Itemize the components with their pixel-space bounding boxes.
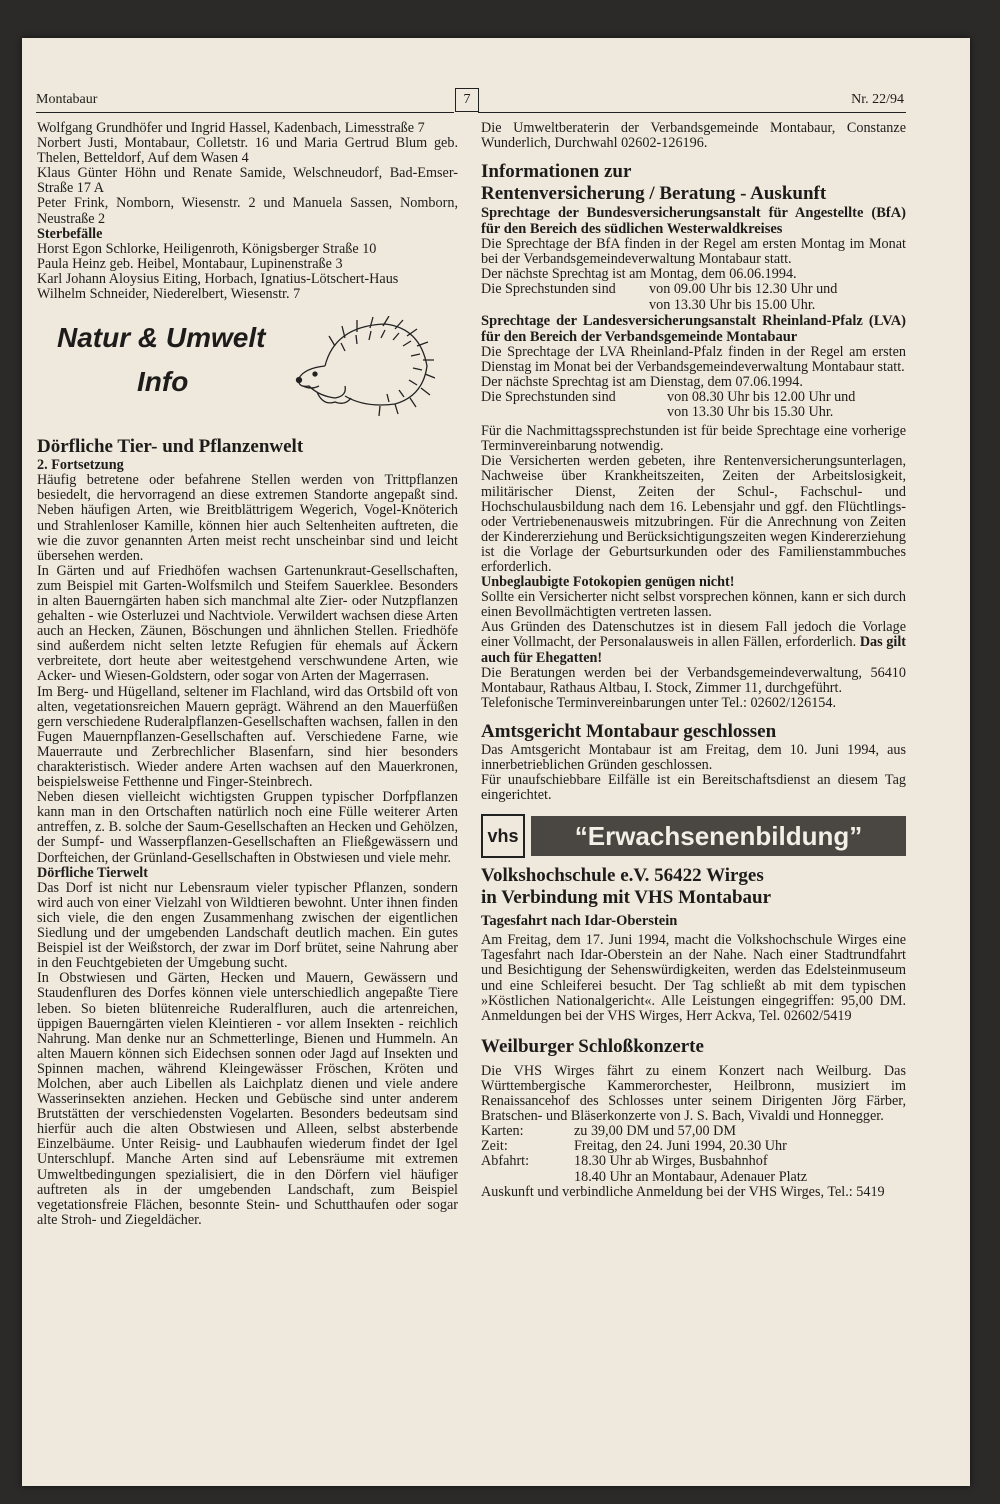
- karten-label: Karten:: [481, 1123, 524, 1140]
- umwelt-contact: Die Umweltberaterin der Verbandsgemeinde Montabaur, Constanze Wunderlich, Durchwahl 02602-126196.: [481, 120, 906, 152]
- article-paragraph: Häufig betretene oder befahrene Stellen werden von Trittpflanzen besiedelt, die hervorragend an diese extremen Standorte angepaßt sind. Neben häufigen Arten, wie Breitblättrigem Wegerich, Vogel-Knöterich und Strahlenloser Kamille, können hier auch Seltenheiten auftreten, die wie die zuvor genannten Arten meist recht unscheinbar sind und leicht übersehen werden.: [37, 472, 458, 564]
- info-warning: Unbeglaubigte Fotokopien genügen nicht!: [481, 574, 735, 591]
- weilburg-contact: Auskunft und verbindliche Anmeldung bei der VHS Wirges, Tel.: 5419: [481, 1183, 885, 1200]
- name-entry: Klaus Günter Höhn und Renate Samide, Welschneudorf, Bad-Emser-Straße 17 A: [37, 165, 458, 197]
- lva-hours-2: von 13.30 Uhr bis 15.30 Uhr.: [667, 404, 834, 421]
- lva-next: Der nächste Sprechtag ist am Dienstag, dem 07.06.1994.: [481, 373, 803, 390]
- name-entry: Wolfgang Grundhöfer und Ingrid Hassel, Kadenbach, Limesstraße 7: [37, 120, 425, 136]
- article-paragraph: In Gärten und auf Friedhöfen wachsen Gartenunkraut-Gesellschaften, zum Beispiel mit Garten-Wolfsmilch und Steifem Sauerklee. Besonders in alten Bauerngärten haben sich manchmal alte Zier- oder Nutzpflanzen gehalten - wie Osterluzei und Nachtviole. Verwildert wachsen diese Arten auch an Hecken, Zäunen, Böschungen und ähnlichen Stellen. Friedhöfe sind außerdem nicht selten letzte Refugien für ehemals auf Äckern verbreitete, dort heute aber weitestgehend verschwundene Arten, wie Acker- und Wiesen-Goldstern, oder sogar von Arten der Magerrasen.: [37, 562, 458, 685]
- zeit-label: Zeit:: [481, 1138, 508, 1155]
- renten-title-1: Informationen zur: [481, 161, 632, 183]
- article-paragraph: Das Dorf ist nicht nur Lebensraum vieler typischer Pflanzen, sondern wird auch von einer Vielzahl von Wildtieren bewohnt. Unter ihnen finden sich viele, die den engen Zusammenhang zwischen der eigentlichen Siedlung und der umgebenden Landschaft deutlich machen. Ein gutes Beispiel ist der Weißstorch, der zwar im Dorf brütet, seine Nahrung aber in den Feuchtgebieten der Umgebung sucht.: [37, 879, 458, 972]
- bfa-hours-2: von 13.30 Uhr bis 15.00 Uhr.: [649, 296, 816, 313]
- article-title: Dörfliche Tier- und Pflanzenwelt: [37, 436, 304, 458]
- abfahrt-values: [574, 1154, 807, 1184]
- weilburg-title: Weilburger Schloßkonzerte: [481, 1035, 704, 1057]
- name-entry: Peter Frink, Nomborn, Wiesenstr. 2 und Manuela Sassen, Nomborn, Neustraße 2: [37, 195, 458, 227]
- header-rule-right: [478, 112, 906, 113]
- renten-title-2: Rentenversicherung / Beratung - Auskunft: [481, 183, 827, 205]
- info-datenschutz: Aus Gründen des Datenschutzes ist in diesem Fall jedoch die Vorlage einer Vollmacht, der Personalausweis in allen Fällen, erforderlich.: [481, 619, 906, 651]
- article-subtitle: 2. Fortsetzung: [37, 457, 124, 474]
- idar-heading: Tagesfahrt nach Idar-Oberstein: [481, 913, 678, 930]
- bfa-heading: Sprechtage der Bundesversicherungsanstalt für Angestellte (BfA) für den Bereich des südlichen Westerwaldkreises: [481, 205, 906, 238]
- amtsgericht-title: Amtsgericht Montabaur geschlossen: [481, 720, 777, 742]
- vhs-banner: [481, 815, 906, 857]
- abfahrt-row: [481, 1154, 906, 1184]
- bfa-text: Die Sprechtage der BfA finden in der Regel am ersten Montag im Monat bei der Verbandsgemeindeverwaltung Montabaur statt.: [481, 236, 906, 268]
- bfa-next: Der nächste Sprechtag ist am Montag, dem 06.06.1994.: [481, 266, 797, 283]
- page-number: 7: [455, 88, 479, 112]
- natur-umwelt-banner: [37, 312, 458, 436]
- vhs-logo: vhs: [481, 814, 525, 858]
- tierwelt-heading: Dörfliche Tierwelt: [37, 864, 148, 881]
- info-ehegatten: Das gilt auch für Ehegatten!: [481, 634, 907, 666]
- amtsgericht-text: Das Amtsgericht Montabaur ist am Freitag, dem 10. Juni 1994, aus innerbetrieblichen Gründen geschlossen.: [481, 741, 906, 773]
- name-entry: Norbert Justi, Montabaur, Colletstr. 16 und Maria Gertrud Blum geb. Thelen, Betteldorf, Auf dem Wasen 4: [37, 135, 458, 167]
- lva-text: Die Sprechtage der LVA Rheinland-Pfalz finden in der Regel am ersten Dienstag im Monat bei der Verbandsgemeindeverwaltung Montabaur statt.: [481, 343, 906, 375]
- vhs-title-2: in Verbindung mit VHS Montabaur: [481, 887, 772, 909]
- header-issue: Nr. 22/94: [851, 92, 904, 107]
- bfa-hours-values: [649, 282, 837, 312]
- bfa-hours-label: Die Sprechstunden sind: [481, 281, 616, 298]
- article-paragraph: In Obstwiesen und Gärten, Hecken und Mauern, Gewässern und Staudenfluren des Dorfes können viele unterschiedlich angepaßte Tiere leben. So bieten blütenreiche Ruderalfluren, auch die artenreichen, üppigen Bauerngärten vielen Kleintieren - vor allem Insekten - reichlich Nahrung. Man denke nur an Schmetterlinge, Bienen und Hummeln. An alten Mauern können sich Eidechsen sonnen oder Jagd auf Insekten und Spinnen machen, während Kleingewässer Fröschen, Kröten und Molchen, aber auch Libellen als Laichplatz dienen und viele andere Wasserinsekten anziehen. Hecken und Gebüsche sind unter anderem Brutstätten der verschiedensten Vogelarten. Besonders bedeutsam sind hierfür auch die alten Obstwiesen und Alleen, selbst absterbende Einzelbäume. Unter Reisig- und Laubhaufen wiederum findet der Igel Unterschlupf. Manche Arten sind auf Lebensräume mit extremen Umweltbedingungen spezialisiert, die in den Dörfern viel häufiger auftreten als in der umgebenden Landschaft, zum Beispiel vegetationsfreie Flächen, besonnte Stein- und Schutthaufen oder sogar alte Stroh- und Ziegeldächer.: [37, 970, 458, 1228]
- info-paragraph: Die Versicherten werden gebeten, ihre Rentenversicherungsunterlagen, Nachweise über Krankheitszeiten, Zeiten der Arbeitslosigkeit, militärischer Dienst, Zeiten der Schul-, Fachschul- und Hochschulausbildung nach dem 16. Lebensjahr und ggf. den Flüchtlings- oder Vertriebenenausweis mitzubringen. Für die Anrechnung von Zeiten der Kindererziehung und Berücksichtigungszeiten wegen Kindererziehung ist die Vorlage der Geburtsurkunden oder des Familienstammbuches erforderlich.: [481, 453, 906, 575]
- info-paragraph: Die Beratungen werden bei der Verbandsgemeindeverwaltung, 56410 Montabaur, Rathaus Altbau, I. Stock, Zimmer 11, durchgeführt.: [481, 664, 906, 696]
- zeit-value: Freitag, den 24. Juni 1994, 20.30 Uhr: [574, 1138, 787, 1155]
- karten-value: zu 39,00 DM und 57,00 DM: [574, 1123, 736, 1140]
- weilburg-text: Die VHS Wirges fährt zu einem Konzert nach Weilburg. Das Württembergische Kammerorchester, Heilbronn, musiziert im Renaissancehof des Schlosses unter seinem Dirigenten Jörg Färber, Bratschen- und Bläserkonzerte von J. S. Bach, Vivaldi und Honnegger.: [481, 1062, 906, 1125]
- sterbe-entry: Wilhelm Schneider, Niederelbert, Wiesenstr. 7: [37, 286, 301, 303]
- abfahrt-label: Abfahrt:: [481, 1153, 530, 1170]
- sterbe-entry: Horst Egon Schlorke, Heiligenroth, Königsberger Straße 10: [37, 240, 377, 257]
- abfahrt-1: 18.30 Uhr ab Wirges, Busbahnhof: [574, 1153, 768, 1170]
- zeit-row: [481, 1139, 906, 1154]
- idar-text: Am Freitag, dem 17. Juni 1994, macht die Volkshochschule Wirges eine Tagesfahrt nach Idar-Oberstein an der Nahe. Nach einer Stadtrundfahrt und Besichtigung der Sehenswürdigkeiten, werden das Edelsteinmuseum und eine Schleiferei besucht. Der Tag schließt ab mit dem typischen »Köstlichen Nationalgericht«. Alle Leistungen eingegriffen: 95,00 DM. Anmeldungen bei der VHS Wirges, Herr Ackva, Tel. 02602/5419: [481, 932, 906, 1024]
- info-title: Info: [137, 366, 189, 398]
- article-paragraph: Neben diesen vielleicht wichtigsten Gruppen typischer Dorfpflanzen kann man in den Ortschaften natürlich noch eine Fülle weiterer Arten antreffen, z. B. solche der Saum-Gesellschaften an Hecken und Gehölzen, der Sumpf- und Wasserpflanzen-Gesellschaften an Fließgewässern und Dorfteichen, der Grünland-Gesellschaften in Obstwiesen und viele mehr.: [37, 789, 458, 866]
- info-paragraph: [481, 620, 906, 665]
- header-rule-left: [36, 112, 454, 113]
- sterbe-heading: Sterbefälle: [37, 225, 103, 242]
- bfa-hours-1: von 09.00 Uhr bis 12.30 Uhr und: [649, 281, 838, 298]
- lva-hours-label: Die Sprechstunden sind: [481, 388, 616, 405]
- abfahrt-2: 18.40 Uhr an Montabaur, Adenauer Platz: [574, 1168, 808, 1185]
- sterbe-entry: Paula Heinz geb. Heibel, Montabaur, Lupinenstraße 3: [37, 255, 343, 272]
- karten-row: [481, 1124, 906, 1139]
- bfa-hours: [481, 282, 906, 312]
- info-paragraph: Sollte ein Versicherter nicht selbst vorsprechen können, kann er sich durch einen Bevollmächtigten vertreten lassen.: [481, 589, 906, 621]
- left-column: [37, 121, 458, 1228]
- sterbe-entry: Karl Johann Aloysius Eiting, Horbach, Ignatius-Lötschert-Haus: [37, 270, 399, 287]
- header-town: Montabaur: [36, 92, 98, 107]
- vhs-banner-text: “Erwachsenenbildung”: [531, 816, 906, 856]
- vhs-title-1: Volkshochschule e.V. 56422 Wirges: [481, 865, 764, 887]
- lva-hours: [481, 390, 906, 420]
- natur-title: Natur & Umwelt: [57, 322, 266, 354]
- lva-hours-values: [667, 390, 855, 420]
- lva-hours-1: von 08.30 Uhr bis 12.00 Uhr und: [667, 388, 856, 405]
- info-paragraph: Telefonische Terminvereinbarungen unter Tel.: 02602/126154.: [481, 694, 837, 711]
- amtsgericht-text: Für unaufschiebbare Eilfälle ist ein Bereitschaftsdienst an diesem Tag eingerichtet.: [481, 772, 906, 804]
- right-column: [481, 121, 906, 1200]
- lva-heading: Sprechtage der Landesversicherungsanstalt Rheinland-Pfalz (LVA) für den Bereich der Verbandsgemeinde Montabaur: [481, 312, 906, 345]
- article-paragraph: Im Berg- und Hügelland, seltener im Flachland, wird das Ortsbild oft von alten, vegetationsreichen Mauern geprägt. Während an den Mauerfüßen gern verschiedene Ruderalpflanzen-Gesellschaften wachsen, fallen in den Fugen Mauernpflanzen-Gesellschaften auf. Verschiedene Farne, wie Mauerraute und Zerbrechlicher Blasenfarn, sind hier besonders charakteristisch. Wieder andere Arten wachsen auf den Mauerkronen, beispielsweise Fetthenne und Finger-Steinbrech.: [37, 683, 458, 791]
- info-paragraph: Für die Nachmittagssprechstunden ist für beide Sprechtage eine vorherige Terminvereinbarung notwendig.: [481, 423, 906, 455]
- hedgehog-icon: [295, 316, 435, 416]
